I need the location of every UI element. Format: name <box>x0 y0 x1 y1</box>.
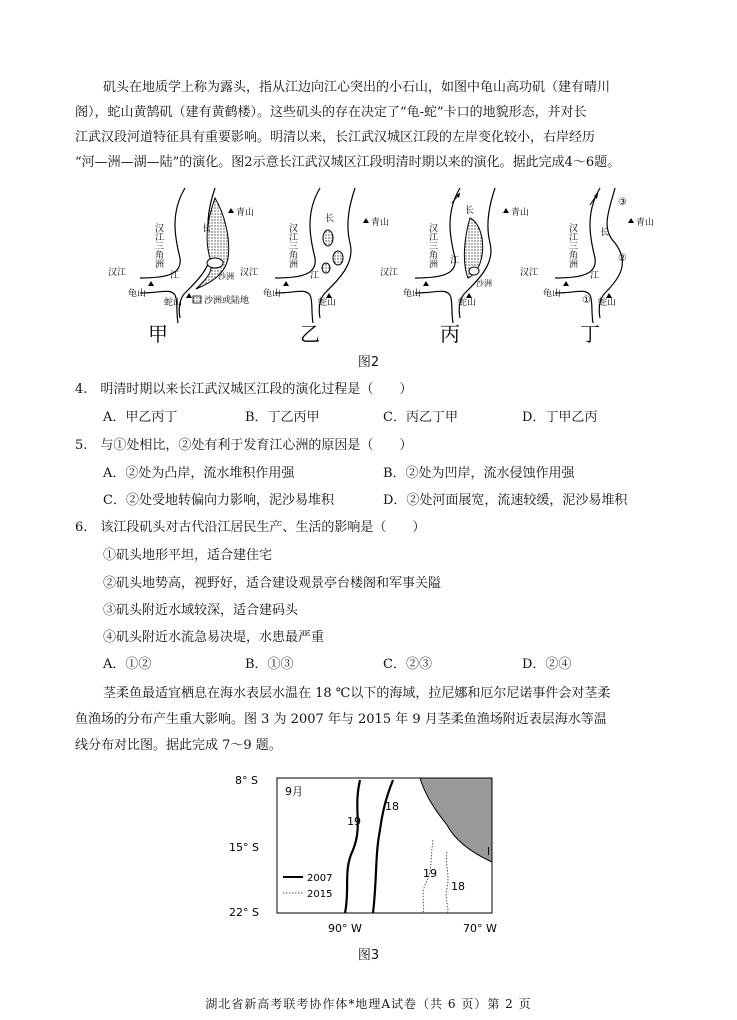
hanjiang-label: 汉江 <box>520 268 539 278</box>
jiang-label: 江 <box>170 271 180 281</box>
q6-statement-3: ③矶头附近水域较深，适合建码头 <box>103 603 299 618</box>
chang-label: 长 <box>325 214 335 224</box>
q4-option-b: B．丁乙丙甲 <box>245 410 320 425</box>
mountain-icon <box>283 281 289 286</box>
chang-label: 长 <box>600 228 610 238</box>
delta-label: 汉江三角洲 <box>287 223 297 268</box>
q6-option-c: C．②③ <box>383 657 432 672</box>
jiang-label: 江 <box>450 256 460 266</box>
marker-2: ② <box>618 253 627 264</box>
delta-label: 汉江三角洲 <box>567 223 577 268</box>
intro2-line-1: 茎柔鱼最适宜栖息在海水表层水温在 18 ℃以下的海域，拉尼娜和厄尔尼诺事件会对茎柔 <box>103 686 611 701</box>
delta-label: 汉江三角洲 <box>427 223 437 268</box>
q4-option-c: C．丙乙丁甲 <box>383 410 458 425</box>
mountain-icon <box>563 281 569 286</box>
guishan-label: 龟山 <box>403 289 422 299</box>
panel-label-bing: 丙 <box>440 322 460 346</box>
panel-ding <box>520 188 654 346</box>
hanjiang-label: 汉江 <box>380 268 399 278</box>
mountain-icon <box>628 218 634 223</box>
q5-option-c: C．②处受地转偏向力影响，泥沙易堆积 <box>103 493 334 508</box>
delta-label: 汉江三角洲 <box>153 223 163 268</box>
marker-3: ③ <box>618 197 627 208</box>
iso-label-18-2015: 18 <box>451 880 465 893</box>
qingshan-label: 青山 <box>371 218 390 228</box>
intro2-line-3: 线分布对比图。据此完成 7～9 题。 <box>75 738 282 753</box>
jiang-label: 江 <box>590 271 600 281</box>
lat-label-22s: 22° S <box>229 906 259 919</box>
intro1-line-2: 阁），蛇山黄鹄矶（建有黄鹤楼）。这些矶头的存在决定了“龟-蛇”卡口的地貌形态，并对长 <box>75 105 587 120</box>
panel-label-ding: 丁 <box>580 322 600 346</box>
intro2-line-2: 鱼渔场的分布产生重大影响。图 3 为 2007 年与 2015 年 9 月茎柔鱼渔场附近表层海水等温 <box>75 712 607 727</box>
q6-statement-2: ②矶头地势高，视野好，适合建设观景亭台楼阁和军事关隘 <box>103 576 442 591</box>
guishan-label: 龟山 <box>128 289 147 299</box>
sheshan-label: 蛇山 <box>164 298 183 308</box>
lon-label-70w: 70° W <box>463 922 497 935</box>
hanjiang-label: 汉江 <box>108 268 127 278</box>
q5-option-d: D．②处河面展宽，流速较缓，泥沙易堆积 <box>383 493 628 508</box>
q6-statement-4: ④矶头附近水流急易决堤，水患最严重 <box>103 630 325 645</box>
q4-option-d: D．丁甲乙丙 <box>522 410 598 425</box>
sandbar-label: 沙洲 <box>218 272 234 281</box>
intro1-line-1: 矶头在地质学上称为露头，指从江边向江心突出的小石山，如图中龟山高功矶（建有晴川 <box>103 80 611 95</box>
sheshan-label: 蛇山 <box>598 298 617 308</box>
mountain-icon <box>363 218 369 223</box>
legend-swatch <box>193 296 201 303</box>
guishan-label: 龟山 <box>543 289 562 299</box>
jiang-label: 江 <box>310 271 320 281</box>
intro1-line-4: “河—洲—湖—陆”的演化。图2示意长江武汉城区江段明清时期以来的演化。据此完成4～6题。 <box>75 155 621 170</box>
q6-option-a: A．①② <box>103 657 152 672</box>
qingshan-label: 青山 <box>511 208 530 218</box>
hanjiang-label: 汉江 <box>240 268 259 278</box>
q5-option-b: B．②处为凹岸，流水侵蚀作用强 <box>383 466 575 481</box>
qingshan-label: 青山 <box>236 208 255 218</box>
figure-2-caption: 图2 <box>357 355 380 370</box>
page-footer: 湖北省新高考联考协作体*地理A试卷（共 6 页）第 2 页 <box>205 997 532 1011</box>
iso-label-18-2007: 18 <box>385 800 399 813</box>
marker-1: ① <box>582 295 591 306</box>
figure-3 <box>225 770 525 940</box>
mountain-icon <box>148 281 154 286</box>
mountain-icon <box>228 208 234 213</box>
q6-option-d: D．②④ <box>522 657 572 672</box>
qingshan-label: 青山 <box>636 218 655 228</box>
panel-jia <box>108 188 254 346</box>
mountain-icon <box>423 281 429 286</box>
chang-label: 长 <box>202 224 212 234</box>
figure-2 <box>100 183 680 348</box>
sandbar-label: 沙洲 <box>476 279 492 288</box>
q6-option-b: B．①③ <box>245 657 294 672</box>
sheshan-label: 蛇山 <box>318 298 337 308</box>
question-4-stem: 4. 明清时期以来长江武汉城区江段的演化过程是（ ） <box>75 382 413 397</box>
legend-label: 沙洲或陆地 <box>204 296 250 306</box>
lon-label-90w: 90° W <box>328 922 362 935</box>
chang-label: 长 <box>465 206 475 216</box>
lat-label-8s: 8° S <box>235 774 258 787</box>
legend-2007-label: 2007 <box>307 873 333 884</box>
right-mark: l <box>487 845 491 858</box>
iso-label-19-2007: 19 <box>347 815 361 828</box>
legend-2015-label: 2015 <box>307 889 333 900</box>
mountain-icon <box>186 293 192 298</box>
panel-label-jia: 甲 <box>148 322 168 346</box>
panel-yi <box>240 188 389 346</box>
q6-statement-1: ①矶头地形平坦，适合建住宅 <box>103 548 273 563</box>
mountain-icon <box>503 208 509 213</box>
iso-label-19-2015: 19 <box>423 867 437 880</box>
guishan-label: 龟山 <box>263 289 282 299</box>
question-5-stem: 5. 与①处相比，②处有利于发育江心洲的原因是（ ） <box>75 438 413 453</box>
month-label: 9月 <box>285 785 303 798</box>
panel-label-yi: 乙 <box>300 322 320 346</box>
q5-option-a: A．②处为凸岸，流水堆积作用强 <box>103 466 295 481</box>
figure-3-caption: 图3 <box>357 948 380 963</box>
q4-option-a: A．甲乙丙丁 <box>103 410 178 425</box>
question-6-stem: 6. 该江段矶头对古代沿江居民生产、生活的影响是（ ） <box>75 520 426 535</box>
panel-bing <box>380 188 529 346</box>
lat-label-15s: 15° S <box>229 841 259 854</box>
intro1-line-3: 江武汉段河道特征具有重要影响。明清以来，长江武汉城区江段的左岸变化较小，右岸经历 <box>75 130 596 145</box>
sheshan-label: 蛇山 <box>458 298 477 308</box>
